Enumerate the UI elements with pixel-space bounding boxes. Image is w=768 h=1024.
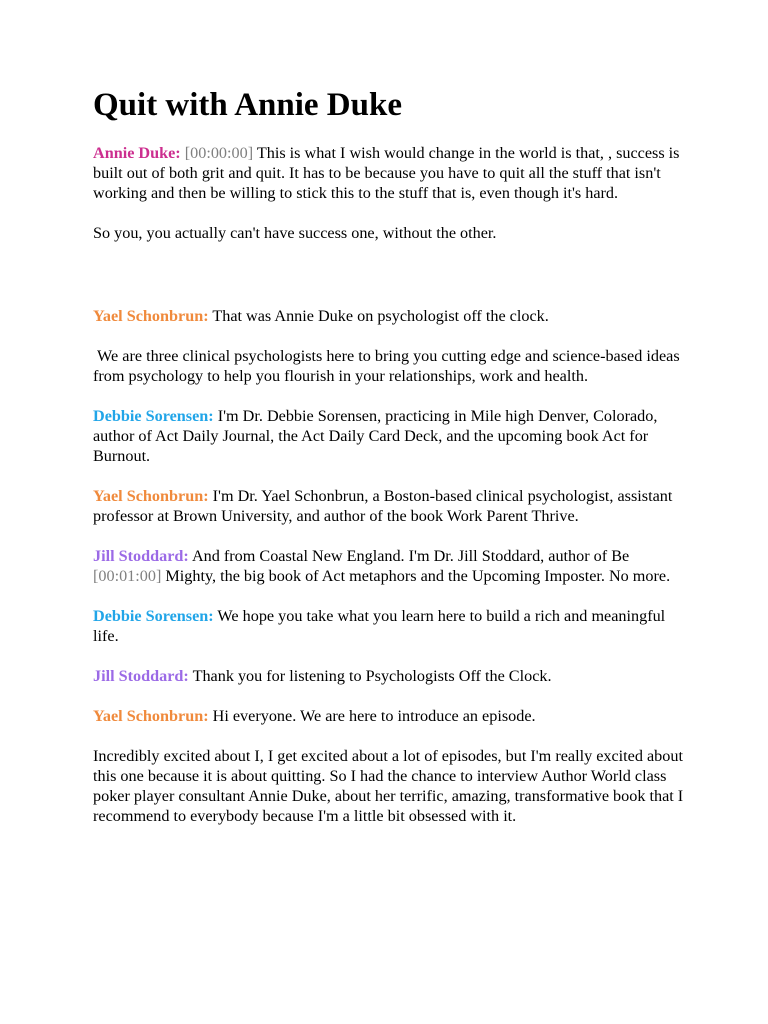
speaker-annie-duke: Annie Duke: (93, 143, 181, 162)
speaker-yael-schonbrun: Yael Schonbrun: (93, 706, 209, 725)
transcript-paragraph (93, 746, 688, 826)
transcript-paragraph (93, 706, 688, 726)
speaker-debbie-sorensen: Debbie Sorensen: (93, 606, 214, 625)
transcript-paragraph (93, 346, 688, 386)
document-title: Quit with Annie Duke (93, 87, 402, 123)
speaker-jill-stoddard: Jill Stoddard: (93, 666, 189, 685)
transcript-paragraph (93, 223, 688, 243)
paragraph-text: Incredibly excited about I, I get excited about a lot of episodes, but I'm really excited about this one because it is about quitting. So I had the chance to interview Author World class poker player consultant Annie Duke, about her terrific, amazing, transformative book that I recommend to everybody because I'm a little bit obsessed with it. (93, 746, 684, 825)
paragraph-text: Mighty, the big book of Act metaphors and the Upcoming Imposter. No more. (161, 566, 671, 585)
transcript-paragraph (93, 143, 688, 203)
section-spacer (93, 263, 688, 306)
paragraph-text: I'm Dr. Debbie Sorensen, practicing in Mile high Denver, Colorado, author of Act Daily Journal, the Act Daily Card Deck, and the upcoming book Act for Burnout. (93, 406, 658, 465)
transcript-paragraph (93, 666, 688, 686)
speaker-yael-schonbrun: Yael Schonbrun: (93, 306, 209, 325)
transcript-paragraph (93, 546, 688, 586)
paragraph-text: Thank you for listening to Psychologists Off the Clock. (188, 666, 552, 685)
transcript-paragraph (93, 486, 688, 526)
paragraph-text: I'm Dr. Yael Schonbrun, a Boston-based clinical psychologist, assistant professor at Brown University, and author of the book Work Parent Thrive. (93, 486, 673, 525)
speaker-jill-stoddard: Jill Stoddard: (93, 546, 189, 565)
paragraph-text: And from Coastal New England. I'm Dr. Jill Stoddard, author of Be (188, 546, 630, 565)
paragraph-text: We are three clinical psychologists here to bring you cutting edge and science-based ideas from psychology to help you flourish in your relationships, work and health. (93, 346, 684, 385)
paragraph-text: That was Annie Duke on psychologist off the clock. (208, 306, 549, 325)
transcript-paragraph (93, 306, 688, 326)
paragraph-text: This is what I wish would change in the world is that, , success is built out of both grit and quit. It has to be because you have to quit all the stuff that isn't working and then be willing to stick this to the stuff that is, even though it's hard. (93, 143, 680, 202)
timestamp: [00:00:00] (184, 143, 254, 162)
transcript-paragraph (93, 606, 688, 646)
timestamp: [00:01:00] (93, 566, 162, 585)
paragraph-text: We hope you take what you learn here to build a rich and meaningful life. (93, 606, 666, 645)
speaker-yael-schonbrun: Yael Schonbrun: (93, 486, 209, 505)
speaker-debbie-sorensen: Debbie Sorensen: (93, 406, 214, 425)
paragraph-text: So you, you actually can't have success one, without the other. (93, 223, 497, 242)
transcript-paragraph (93, 406, 688, 466)
paragraph-text: Hi everyone. We are here to introduce an episode. (208, 706, 536, 725)
